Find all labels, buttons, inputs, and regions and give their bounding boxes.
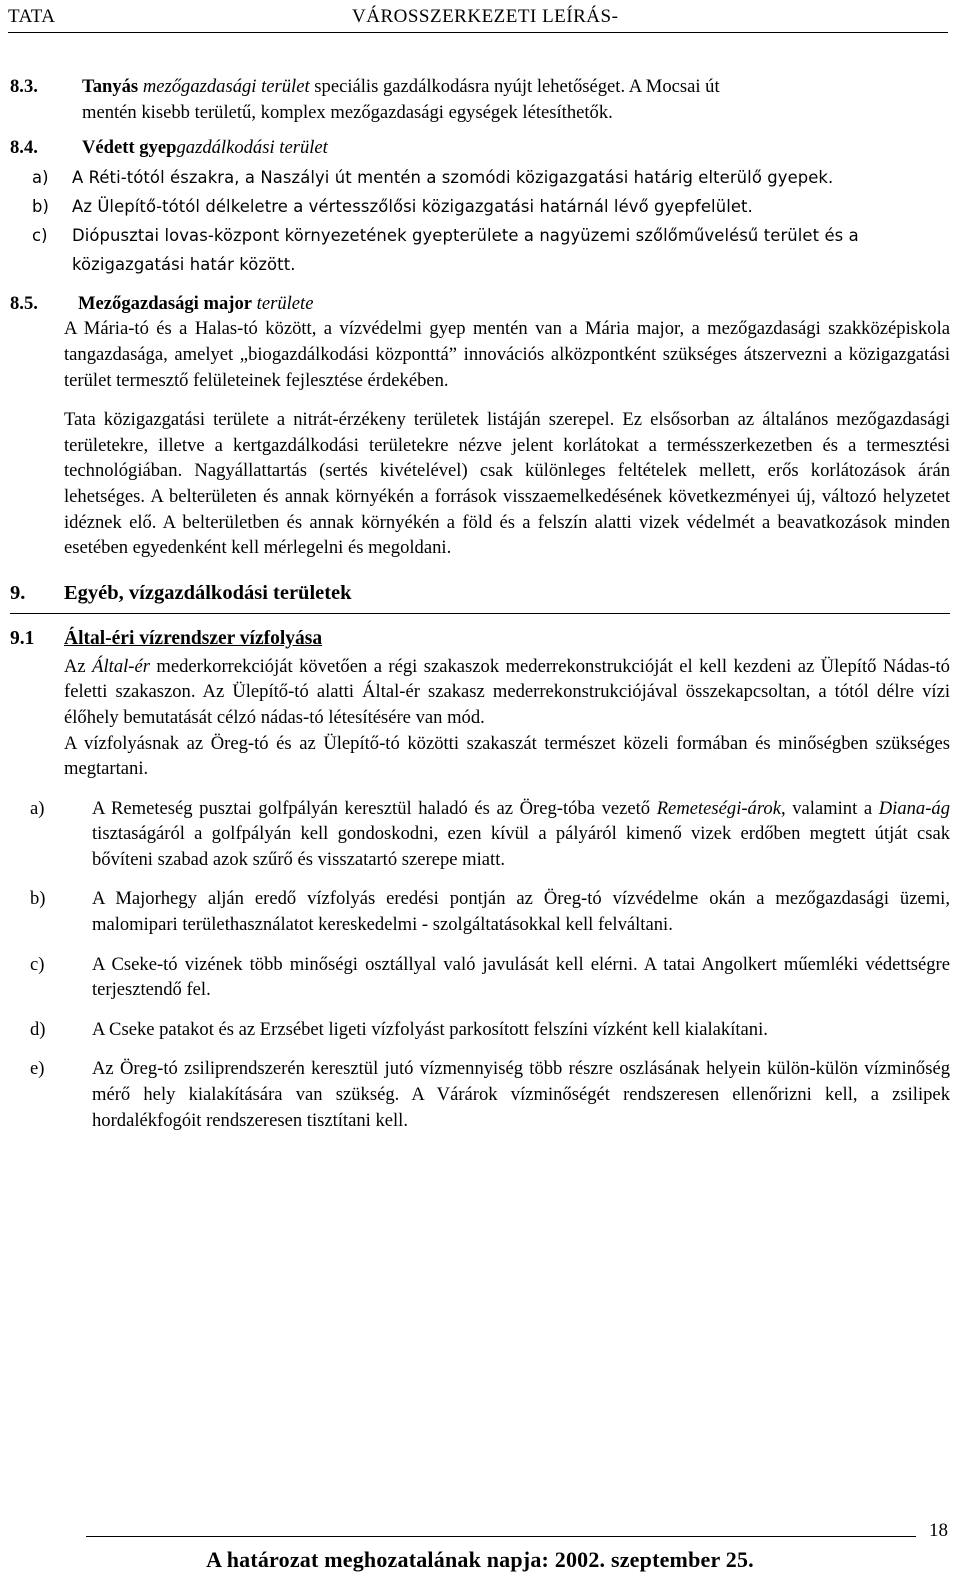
list-label: c) — [30, 953, 45, 975]
list-text: Az Ülepítő-tótól délkeletre a vértesszőlősi közigazgatási határnál lévő gyepfelület. — [72, 196, 753, 216]
document-body — [10, 74, 950, 1133]
list-label: a) — [32, 167, 49, 187]
section-8-4 — [10, 135, 950, 161]
list-label: d) — [30, 1018, 46, 1040]
paragraph-text: speciális gazdálkodásra nyújt lehetőséget. A Mocsai út — [309, 76, 720, 97]
list-text-italic: Diana-ág — [878, 797, 950, 819]
paragraph-text: Az — [64, 655, 93, 677]
list-label: b) — [32, 196, 49, 216]
list-item-e — [10, 1056, 950, 1133]
page-footer: A határozat meghozatalának napja: 2002. szeptember 25. — [206, 1547, 754, 1572]
list-item — [32, 163, 950, 192]
list-text — [92, 796, 950, 873]
paragraph — [64, 654, 950, 731]
section-number: 8.5. — [10, 292, 38, 314]
list-label: c) — [32, 225, 48, 245]
section-8-3 — [10, 74, 950, 125]
list-text: A Réti-tótól északra, a Naszályi út mentén a szomódi közigazgatási határig elterülő gyepek. — [72, 167, 834, 187]
list-item-d — [10, 1017, 950, 1043]
section-title-italic: mezőgazdasági terület — [142, 76, 310, 97]
list-item-c — [10, 952, 950, 1003]
list-item — [32, 192, 950, 221]
page-header — [8, 2, 948, 30]
section-text — [82, 74, 950, 125]
chapter-rule — [10, 613, 950, 614]
list-text-part: A Remeteség pusztai golfpályán keresztül haladó és az Öreg-tóba vezető — [92, 797, 657, 819]
section-heading — [82, 135, 950, 161]
section-heading — [78, 291, 950, 317]
list-item-b — [10, 886, 950, 937]
section-title: Mezőgazdasági major — [78, 292, 253, 314]
list-label: a) — [30, 797, 45, 819]
section-number: 8.4. — [10, 137, 38, 159]
subsection-number: 9.1 — [10, 627, 35, 649]
section-8-5 — [10, 291, 950, 317]
chapter-heading — [10, 581, 950, 611]
paragraph: A vízfolyásnak az Öreg-tó és az Ülepítő-tó közötti szakaszát természet közeli formában és minőségben szükséges megtartani. — [64, 732, 950, 780]
list-text-part: , valamint a — [780, 797, 879, 819]
footer-rule — [86, 1536, 916, 1537]
section-title: Védett gyep — [82, 137, 177, 159]
section-title: Tanyás — [82, 76, 139, 97]
list-text-italic: Remeteségi-árok — [656, 797, 781, 819]
header-city: TATA — [8, 6, 56, 27]
paragraph-text: mentén kisebb területű, komplex mezőgazdasági egységek létesíthetők. — [82, 101, 613, 123]
section-8-4-list — [10, 163, 950, 279]
list-item — [32, 221, 950, 279]
header-doc-title: VÁROSSZERKEZETI LEÍRÁS- — [352, 6, 619, 27]
list-label: e) — [30, 1058, 45, 1080]
section-number: 8.3. — [10, 76, 38, 97]
subsection-title: Által-éri vízrendszer vízfolyása — [64, 627, 323, 649]
header-rule — [8, 32, 948, 33]
page-number: 18 — [929, 1520, 948, 1541]
list-text: A Cseke patakot és az Erzsébet ligeti vízfolyást parkosított felszíni vízként kell kialakítani. — [92, 1018, 768, 1040]
paragraph-italic: Által-ér — [92, 655, 150, 677]
list-text: A Cseke-tó vizének több minőségi osztállyal való javulását kell elérni. A tatai Angolkert műemléki védettségre terjesztendő fel. — [92, 953, 950, 1001]
paragraph: Tata közigazgatási területe a nitrát-érzékeny területek listáján szerepel. Ez elsősorban az általános mezőgazdasági területekre, illetve a kertgazdálkodási területekre nézve jelent korlátokat a termésszerkezetben és a termesztési technológiában. Nagyállattartás (sertés kivételével) csak különleges feltételek mellett, erős korlátozások árán lehetséges. A belterületen és annak környékén a források visszaemelkedésének következményei új, változó helyzetet idéznek elő. A belterületben és annak környékén a föld és a felszín alatti vizek védelmét a beavatkozások minden esetében egyedenként kell mérlegelni és megoldani. — [64, 409, 950, 559]
chapter-title: Egyéb, vízgazdálkodási területek — [64, 581, 352, 604]
paragraph: A Mária-tó és a Halas-tó között, a vízvédelmi gyep mentén van a Mária major, a mezőgazdasági szakközépiskola tangazdasága, amelyet „biogazdálkodási központtá” innovációs alközpontként szükséges átszervezni a közigazgatási terület termesztő felületeinek fejlesztése érdekében. — [64, 318, 950, 391]
list-text: Az Öreg-tó zsiliprendszerén keresztül jutó vízmennyiség több részre oszlásának helyein külön-külön vízminőség mérő hely kialakítására van szükség. A Várárok vízminőségét rendszeresen ellenőrizni kell, a zsilipek hordalékfogóit rendszeresen tisztítani kell. — [92, 1058, 950, 1131]
section-title-italic: területe — [256, 292, 314, 314]
subsection-heading — [10, 626, 950, 654]
chapter-number: 9. — [10, 581, 26, 604]
list-text: Diópusztai lovas-központ környezetének gyepterülete a nagyüzemi szőlőművelésű terület és a közigazgatási határ között. — [72, 225, 859, 274]
list-text: A Majorhegy alján eredő vízfolyás eredési pontján az Öreg-tó vízvédelme okán a mezőgazdasági üzemi, malomipari területhasználatot kereskedelmi - szolgáltatásokkal kell felváltani. — [92, 888, 950, 936]
paragraph-text: mederkorrekcióját követően a régi szakaszok mederrekonstrukcióját el kell kezdeni az Ülepítő Nádas-tó feletti szakaszon. Az Ülepítő-tó alatti Által-ér szakasz mederrekonstrukciójával összekapcsoltan, a tótól délre vízi élőhely bemutatását célzó nádas-tó létesítésére van mód. — [64, 655, 950, 728]
list-text-part: tisztaságáról a golfpályán kell gondoskodni, ezen kívül a pályáról kimenő vizek erdőben megtett útját csak bővíteni szabad azok szűrő és visszatartó szerepe miatt. — [92, 823, 950, 870]
list-item-a — [10, 796, 950, 873]
list-label: b) — [30, 888, 46, 910]
section-title-italic: gazdálkodási terület — [176, 137, 328, 159]
